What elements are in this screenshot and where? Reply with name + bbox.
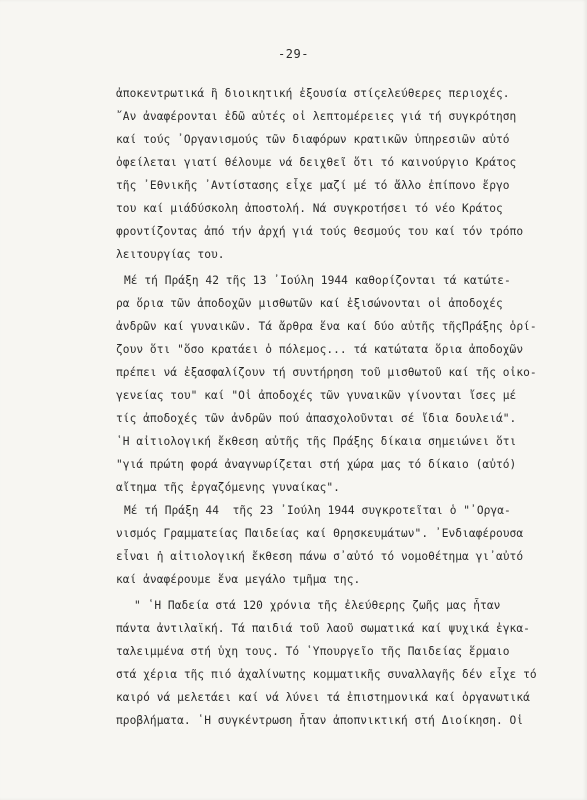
body-text (116, 82, 556, 732)
paragraph-start-line: Μέ τή Πράξη 44 τῆς 23 ᾽Ιούλη 1944 συγκροτεῖται ὁ "᾽Οργα- (124, 504, 511, 517)
text-line: προβλήματα. ῾Η συγκέντρωση ἦταν ἀποπνικτική στή Διοίκηση. Οἱ (116, 714, 524, 727)
text-line: τῆς ᾽Εθνικῆς ᾽Αντίστασης εἶχε μαζί μέ τό ἄλλο ἐπίπονο ἔργο (116, 179, 510, 192)
text-line: λειτουργίας του. (116, 248, 225, 261)
text-line: στά χέρια τῆς πιό ἀχαλίνωτης κομματικῆς συναλλαγῆς δέν εἶχε τό (116, 668, 537, 681)
paragraph-start-line: Μέ τή Πράξη 42 τῆς 13 ᾽Ιούλη 1944 καθορίζονται τά κατώτε- (124, 274, 511, 287)
page-number: -29- (278, 47, 309, 61)
text-line: ῎Αν ἀναφέρονται ἐδῶ αὐτές οἱ λεπτομέρειες γιά τή συγκρότηση (116, 110, 517, 123)
text-line: πρέπει νά ἐξασφαλίζουν τή συντήρηση τοῦ μισθωτοῦ καί τῆς οἰκο- (116, 366, 537, 379)
text-line: καιρό νά μελετάει καί νά λύνει τά ἐπιστημονικά καί ὀργανωτικά (116, 691, 530, 704)
text-line: ρα ὅρια τῶν ἀποδοχῶν μισθωτῶν καί ἐξισώνονται οἱ ἀποδοχές (116, 297, 503, 310)
quote-start-line: " ῾Η Παδεία στά 120 χρόνια τῆς ἐλεύθερης ζωῆς μας ἦταν (134, 599, 501, 612)
text-line: ζουν ὅτι "ὅσο κρατάει ὁ πόλεμος... τά κατώτατα ὅρια ἀποδοχῶν (116, 343, 524, 356)
text-line: γενείας του" καί "Οἱ ἀποδοχές τῶν γυναικῶν γίνονται ἴσες μέ (116, 389, 517, 402)
text-line: φροντίζοντας ἀπό τήν ἀρχή γιά τούς θεσμούς του καί τόν τρόπο (116, 225, 524, 238)
text-line: καί τούς ᾽Οργανισμούς τῶν διαφόρων κρατικῶν ὑπηρεσιῶν αὐτό (116, 133, 510, 146)
text-line: "γιά πρώτη φορά ἀναγνωρίζεται στή χώρα μας τό δίκαιο (αὐτό) (116, 458, 517, 471)
text-line: αἴτημα τῆς ἐργαζόμενης γυναίκας". (116, 481, 340, 494)
text-line: καί ἀναφέρουμε ἕνα μεγάλο τμῆμα της. (116, 573, 361, 586)
text-line: του καί μιάδύσκολη ἀποστολή. Νά συγκροτήσει τό νέο Κράτος (116, 202, 503, 215)
text-line: ὀφείλεται γιατί θέλουμε νά δειχθεῖ ὅτι τό καινούργιο Κράτος (116, 156, 517, 169)
text-line: εἶναι ἡ αἰτιολογική ἔκθεση πάνω σ᾽αὐτό τό νομοθέτημα γι᾽αὐτό (116, 550, 524, 563)
text-line: ἀνδρῶν καί γυναικῶν. Τά ἄρθρα ἕνα καί δύο αὐτῆς τῆςΠράξης ὁρί- (116, 320, 537, 333)
text-line: πάντα ἀντιλαϊκή. Τά παιδιά τοῦ λαοῦ σωματικά καί ψυχικά ἐγκα- (116, 622, 530, 635)
text-line: ταλειμμένα στή ὑχη τους. Τό ῾Υπουργεῖο τῆς Παιδείας ἕρμαιο (116, 645, 510, 658)
text-line: ἀποκεντρωτικά ἢ διοικητική ἐξουσία στίςελεύθερες περιοχές. (116, 87, 510, 100)
text-line: τίς ἀποδοχές τῶν ἀνδρῶν πού ἀπασχολοῦνται σέ ἴδια δουλειά". (116, 412, 517, 425)
text-line: ῾Η αἰτιολογική ἔκθεση αὐτῆς τῆς Πράξης δίκαια σημειώνει ὅτι (116, 435, 517, 448)
text-line: νισμός Γραμματείας Παιδείας καί Θρησκευμάτων". ᾽Ενδιαφέρουσα (116, 527, 524, 540)
